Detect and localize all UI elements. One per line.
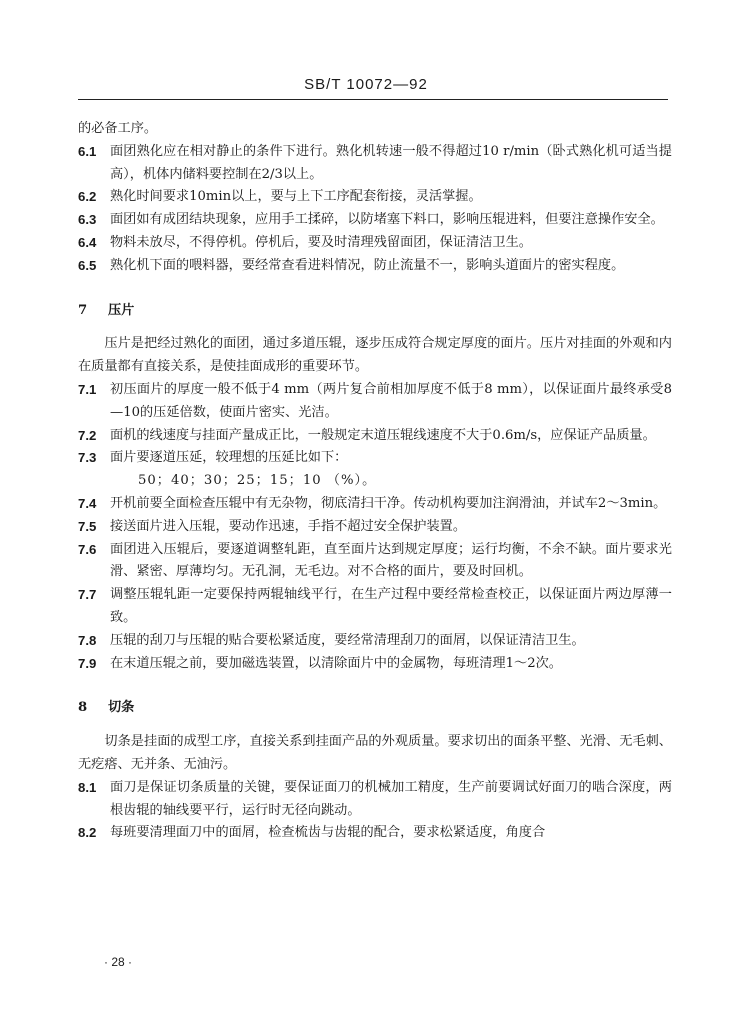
clause-number: 6.2	[78, 189, 97, 205]
clause-item	[78, 777, 672, 823]
clause-item	[78, 822, 672, 845]
clause-text: 面团进入压辊后，要逐道调整轧距，直至面片达到规定厚度；运行均衡，不余不缺。面片要求光滑、紧密、厚薄均匀。无孔洞，无毛边。对不合格的面片，要及时回机。	[110, 541, 672, 580]
clause-text: 调整压辊轧距一定要保持两辊轴线平行，在生产过程中要经常检查校正，以保证面片两边厚薄一致。	[110, 587, 672, 625]
clause-item	[78, 539, 672, 585]
clause-text: 面机的线速度与挂面产量成正比，一般规定末道压辊线速度不大于0.6m/s，应保证产品质量。	[110, 427, 656, 443]
clause-item	[78, 425, 672, 448]
section-7-title: 压片	[108, 302, 135, 318]
clause-text: 面片要逐道压延，较理想的压延比如下：	[110, 450, 348, 466]
clause-number: 8.2	[78, 825, 97, 841]
document-body	[78, 118, 672, 845]
clause-item	[78, 584, 672, 630]
clause-item	[78, 653, 672, 676]
clause-item	[78, 493, 672, 516]
standard-number: SB/T 10072—92	[304, 76, 428, 93]
clause-item	[78, 232, 672, 255]
section-7-intro: 压片是把经过熟化的面团，通过多道压辊，逐步压成符合规定厚度的面片。压片对挂面的外观和内在质量都有直接关系，是使挂面成形的重要环节。	[78, 336, 672, 375]
clause-text: 压辊的刮刀与压辊的贴合要松紧适度，要经常清理刮刀的面屑，以保证清洁卫生。	[110, 632, 585, 648]
clause-item	[78, 255, 672, 278]
clause-number: 6.5	[78, 257, 97, 273]
clause-number: 8.1	[78, 779, 97, 795]
clause-text: 开机前要全面检查压辊中有无杂物，彻底清扫干净。传动机构要加注润滑油，并试车2～3min。	[110, 495, 667, 511]
clause-text: 每班要清理面刀中的面屑，检查梳齿与齿辊的配合，要求松紧适度，角度合	[110, 825, 546, 841]
clause-text: 物料未放尽，不得停机。停机后，要及时清理残留面团，保证清洁卫生。	[110, 234, 532, 250]
clause-item	[78, 630, 672, 653]
clause-number: 7.8	[78, 632, 97, 648]
section-7-heading	[78, 300, 672, 323]
clause-number: 7.9	[78, 655, 97, 671]
page-number: · 28 ·	[104, 955, 133, 969]
clause-number: 7.3	[78, 450, 97, 466]
clause-number: 7.1	[78, 381, 97, 397]
clause-number: 6.3	[78, 212, 97, 228]
section-8-intro: 切条是挂面的成型工序，直接关系到挂面产品的外观质量。要求切出的面条平整、光滑、无毛刺、无疙瘩、无并条、无油污。	[78, 734, 672, 772]
clause-number: 7.4	[78, 495, 97, 511]
header-rule	[78, 99, 668, 100]
section-7-number: 7	[78, 302, 88, 318]
section-7-list	[78, 379, 672, 675]
clause-text: 面团熟化应在相对静止的条件下进行。熟化机转速一般不得超过10 r/min（卧式熟化机可适当提高），机体内储料要控制在2/3以上。	[110, 143, 672, 182]
clause-number: 7.2	[78, 427, 97, 443]
clause-text: 接送面片进入压辊，要动作迅速，手指不超过安全保护装置。	[110, 518, 467, 534]
clause-number: 7.6	[78, 541, 97, 557]
clause-text: 面团如有成团结块现象，应用手工揉碎，以防堵塞下料口，影响压辊进料，但要注意操作安全。	[110, 212, 664, 228]
clause-text: 熟化时间要求10min以上，要与上下工序配套衔接，灵活掌握。	[110, 189, 482, 205]
clause-item	[78, 379, 672, 425]
clause-item	[78, 209, 672, 232]
clause-number: 7.5	[78, 518, 97, 534]
clause-text: 初压面片的厚度一般不低于4 mm（两片复合前相加厚度不低于8 mm），以保证面片最终承受8—10的压延倍数，使面片密实、光洁。	[110, 381, 672, 420]
clause-item	[78, 516, 672, 539]
clause-text: 熟化机下面的喂料器，要经常查看进料情况，防止流量不一，影响头道面片的密实程度。	[110, 257, 625, 273]
clause-item	[78, 141, 672, 187]
section-8-list	[78, 777, 672, 845]
section-8-heading	[78, 697, 672, 720]
section-6-list	[78, 141, 672, 278]
section-8-title: 切条	[108, 700, 135, 716]
clause-item	[78, 186, 672, 209]
clause-number: 6.1	[78, 143, 97, 159]
intro-tail: 的必备工序。	[78, 121, 158, 136]
clause-text: 在末道压辊之前，要加磁选装置，以清除面片中的金属物，每班清理1～2次。	[110, 655, 562, 671]
clause-number: 6.4	[78, 234, 97, 250]
clause-number: 7.7	[78, 587, 97, 603]
clause-text: 面刀是保证切条质量的关键，要保证面刀的机械加工精度，生产前要调试好面刀的啮合深度，两根齿辊的轴线要平行，运行时无径向跳动。	[110, 779, 672, 818]
clause-item	[78, 447, 672, 470]
section-8-number: 8	[78, 700, 88, 716]
compression-ratio-line: 50；40；30；25；15；10 （%）。	[138, 473, 377, 489]
